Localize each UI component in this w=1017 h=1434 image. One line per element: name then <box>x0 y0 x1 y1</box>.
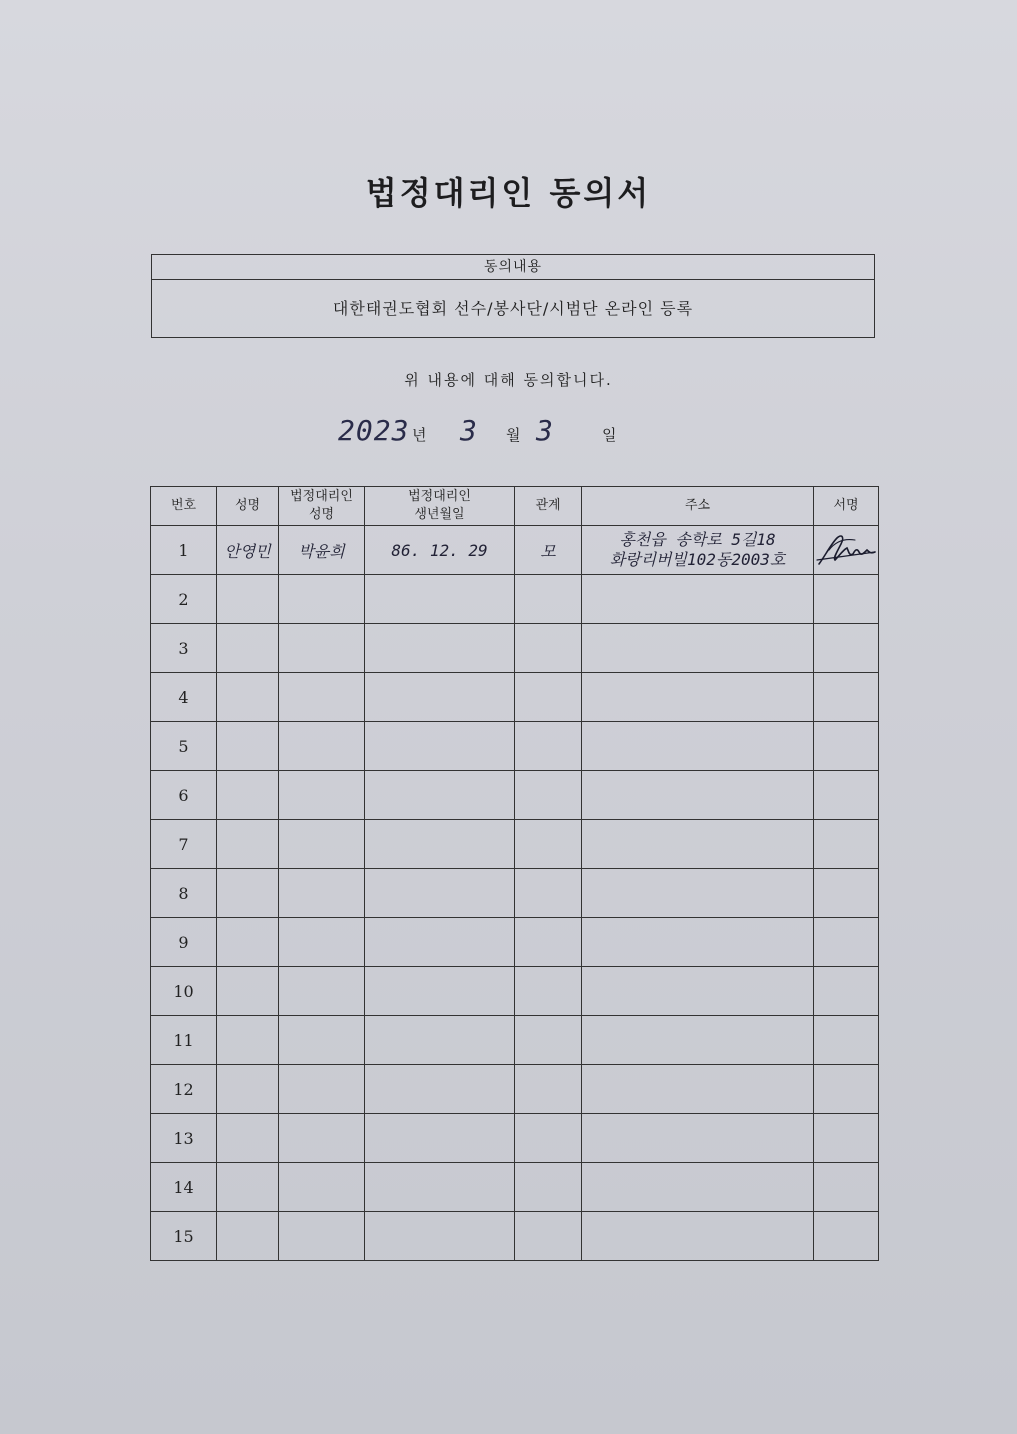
cell-signature[interactable] <box>814 1163 879 1212</box>
cell-guardian-name: 박윤희 <box>279 526 365 575</box>
header-relation: 관계 <box>515 487 582 526</box>
cell-guardian-name[interactable] <box>279 1016 365 1065</box>
date-day: 3 <box>536 414 553 447</box>
cell-address <box>582 526 814 575</box>
table-row <box>151 526 879 575</box>
cell-name[interactable] <box>217 1212 279 1261</box>
cell-address[interactable] <box>582 1212 814 1261</box>
cell-guardian-name[interactable] <box>279 624 365 673</box>
consent-box <box>151 254 875 338</box>
cell-relation[interactable] <box>515 1212 582 1261</box>
cell-guardian-name[interactable] <box>279 918 365 967</box>
cell-signature[interactable] <box>814 967 879 1016</box>
cell-relation[interactable] <box>515 673 582 722</box>
cell-name[interactable] <box>217 1016 279 1065</box>
cell-address[interactable] <box>582 967 814 1016</box>
consent-content: 대한태권도협회 선수/봉사단/시범단 온라인 등록 <box>332 299 694 318</box>
cell-guardian-birth[interactable] <box>365 918 515 967</box>
cell-guardian-birth[interactable] <box>365 624 515 673</box>
cell-address[interactable] <box>582 918 814 967</box>
table-row <box>151 1016 879 1065</box>
table-row <box>151 869 879 918</box>
cell-guardian-birth: 86. 12. 29 <box>365 526 515 575</box>
cell-name[interactable] <box>217 624 279 673</box>
row-number: 10 <box>151 967 217 1016</box>
cell-name[interactable] <box>217 820 279 869</box>
table-row <box>151 967 879 1016</box>
cell-address[interactable] <box>582 1065 814 1114</box>
row-number: 7 <box>151 820 217 869</box>
cell-signature <box>814 526 879 575</box>
cell-relation[interactable] <box>515 1114 582 1163</box>
date-year-label: 년 <box>412 426 427 444</box>
table-row <box>151 575 879 624</box>
cell-address[interactable] <box>582 1016 814 1065</box>
cell-guardian-birth[interactable] <box>365 1016 515 1065</box>
row-number: 8 <box>151 869 217 918</box>
row-number: 12 <box>151 1065 217 1114</box>
table-row <box>151 624 879 673</box>
row-number: 15 <box>151 1212 217 1261</box>
header-number: 번호 <box>151 487 217 526</box>
header-guardian-birth-line2: 생년월일 <box>414 507 465 522</box>
cell-name[interactable] <box>217 967 279 1016</box>
cell-name[interactable] <box>217 918 279 967</box>
cell-guardian-birth[interactable] <box>365 1065 515 1114</box>
cell-signature[interactable] <box>814 624 879 673</box>
cell-relation[interactable] <box>515 967 582 1016</box>
row-number: 9 <box>151 918 217 967</box>
cell-address[interactable] <box>582 722 814 771</box>
cell-relation: 모 <box>515 526 582 575</box>
row-number: 4 <box>151 673 217 722</box>
cell-signature[interactable] <box>814 673 879 722</box>
row-number: 5 <box>151 722 217 771</box>
cell-relation[interactable] <box>515 575 582 624</box>
header-address: 주소 <box>582 487 814 526</box>
cell-address[interactable] <box>582 869 814 918</box>
row-number: 14 <box>151 1163 217 1212</box>
agreement-text: 위 내용에 대해 동의합니다. <box>404 371 613 389</box>
table-row <box>151 918 879 967</box>
document-title: 법정대리인 동의서 <box>365 174 652 212</box>
cell-relation[interactable] <box>515 918 582 967</box>
cell-guardian-name[interactable] <box>279 1065 365 1114</box>
cell-relation[interactable] <box>515 771 582 820</box>
header-guardian-birth <box>365 487 515 526</box>
table-row <box>151 1114 879 1163</box>
table-row <box>151 771 879 820</box>
empty-rows <box>151 575 879 1261</box>
header-guardian-birth-line1: 법정대리인 <box>408 489 471 504</box>
cell-name[interactable] <box>217 575 279 624</box>
cell-guardian-birth[interactable] <box>365 673 515 722</box>
cell-name[interactable] <box>217 1114 279 1163</box>
table-row <box>151 1212 879 1261</box>
cell-name: 안영민 <box>217 526 279 575</box>
cell-guardian-name[interactable] <box>279 1163 365 1212</box>
cell-address[interactable] <box>582 575 814 624</box>
cell-signature[interactable] <box>814 918 879 967</box>
cell-guardian-name[interactable] <box>279 722 365 771</box>
table-row <box>151 673 879 722</box>
table-row <box>151 820 879 869</box>
cell-signature[interactable] <box>814 1016 879 1065</box>
cell-name[interactable] <box>217 869 279 918</box>
cell-address[interactable] <box>582 820 814 869</box>
date-month: 3 <box>460 414 477 447</box>
address-line-1: 홍천읍 송학로 5길18 <box>619 530 776 549</box>
cell-guardian-birth[interactable] <box>365 575 515 624</box>
table-header-row <box>151 487 879 526</box>
cell-relation[interactable] <box>515 820 582 869</box>
cell-guardian-birth[interactable] <box>365 1212 515 1261</box>
cell-signature[interactable] <box>814 575 879 624</box>
cell-guardian-name[interactable] <box>279 1212 365 1261</box>
address-line-2: 화랑리버빌102동2003호 <box>609 550 786 569</box>
cell-relation[interactable] <box>515 1016 582 1065</box>
cell-guardian-name[interactable] <box>279 575 365 624</box>
registration-table <box>150 486 879 1261</box>
handwritten-signature <box>815 530 877 570</box>
date-year: 2023 <box>338 414 410 447</box>
cell-address[interactable] <box>582 1163 814 1212</box>
cell-guardian-birth[interactable] <box>365 820 515 869</box>
cell-name[interactable] <box>217 1065 279 1114</box>
header-name: 성명 <box>217 487 279 526</box>
header-signature: 서명 <box>814 487 879 526</box>
table-row <box>151 1065 879 1114</box>
cell-signature[interactable] <box>814 820 879 869</box>
cell-address[interactable] <box>582 673 814 722</box>
cell-relation[interactable] <box>515 1065 582 1114</box>
cell-guardian-birth[interactable] <box>365 869 515 918</box>
cell-relation[interactable] <box>515 722 582 771</box>
cell-name[interactable] <box>217 722 279 771</box>
cell-guardian-name[interactable] <box>279 820 365 869</box>
cell-name[interactable] <box>217 771 279 820</box>
date-row <box>330 412 650 456</box>
cell-relation[interactable] <box>515 1163 582 1212</box>
cell-signature[interactable] <box>814 1114 879 1163</box>
cell-signature[interactable] <box>814 1065 879 1114</box>
row-number: 6 <box>151 771 217 820</box>
cell-guardian-name[interactable] <box>279 967 365 1016</box>
cell-relation[interactable] <box>515 624 582 673</box>
cell-address[interactable] <box>582 771 814 820</box>
row-number: 11 <box>151 1016 217 1065</box>
cell-guardian-birth[interactable] <box>365 1163 515 1212</box>
row-number: 2 <box>151 575 217 624</box>
cell-relation[interactable] <box>515 869 582 918</box>
row-number: 13 <box>151 1114 217 1163</box>
cell-guardian-name[interactable] <box>279 673 365 722</box>
date-month-label: 월 <box>506 426 521 444</box>
date-day-label: 일 <box>602 426 617 444</box>
cell-signature[interactable] <box>814 722 879 771</box>
cell-guardian-name[interactable] <box>279 771 365 820</box>
cell-guardian-birth[interactable] <box>365 967 515 1016</box>
cell-guardian-birth[interactable] <box>365 771 515 820</box>
cell-guardian-birth[interactable] <box>365 722 515 771</box>
row-number: 3 <box>151 624 217 673</box>
cell-name[interactable] <box>217 1163 279 1212</box>
cell-guardian-birth[interactable] <box>365 1114 515 1163</box>
cell-signature[interactable] <box>814 1212 879 1261</box>
header-guardian-name <box>279 487 365 526</box>
cell-address[interactable] <box>582 624 814 673</box>
cell-address[interactable] <box>582 1114 814 1163</box>
row-number: 1 <box>151 526 217 575</box>
consent-heading: 동의내용 <box>152 255 874 280</box>
cell-signature[interactable] <box>814 869 879 918</box>
cell-name[interactable] <box>217 673 279 722</box>
header-guardian-name-line2: 성명 <box>308 507 335 522</box>
cell-guardian-name[interactable] <box>279 1114 365 1163</box>
cell-signature[interactable] <box>814 771 879 820</box>
table-row <box>151 1163 879 1212</box>
cell-guardian-name[interactable] <box>279 869 365 918</box>
table-row <box>151 722 879 771</box>
header-guardian-name-line1: 법정대리인 <box>290 489 353 504</box>
